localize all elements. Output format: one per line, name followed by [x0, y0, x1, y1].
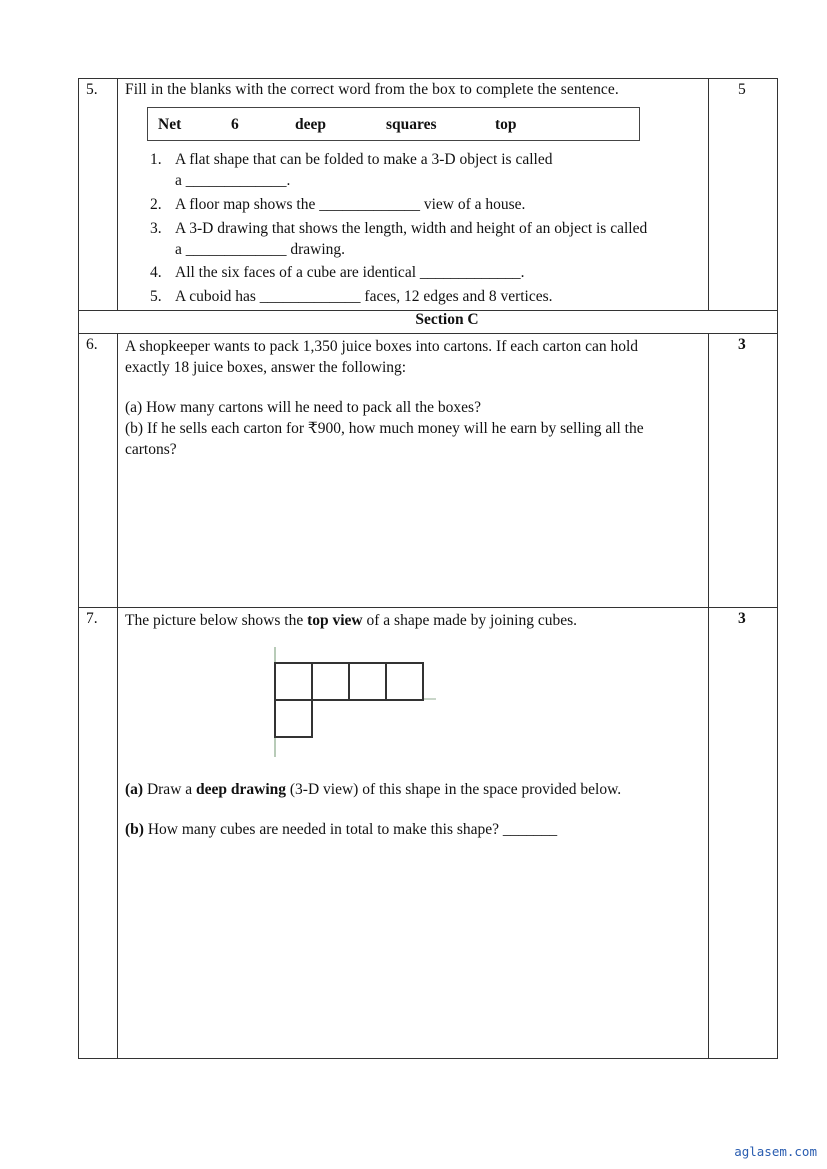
q7-a-post: (3-D view) of this shape in the space provided below. [286, 781, 622, 798]
cube-square [386, 663, 423, 700]
q7-a-bold: deep drawing [196, 781, 287, 798]
word-box-item: squares [386, 116, 437, 133]
q5-item-4 [150, 262, 525, 283]
q7-intro-pre: The picture below shows the [125, 612, 308, 629]
q7-number: 7. [86, 610, 98, 627]
table-bottom-border [78, 1058, 778, 1059]
row-divider-section [78, 333, 778, 334]
word-box-item: top [495, 116, 517, 133]
q5-item-2 [150, 194, 526, 215]
q6-marks: 3 [738, 336, 746, 353]
col-divider-2b [708, 333, 709, 1059]
q5-item-1 [150, 149, 553, 170]
q7-intro-post: of a shape made by joining cubes. [362, 612, 577, 629]
item-text: A flat shape that can be folded to make a 3-D object is called [175, 151, 553, 168]
col-divider-1b [117, 333, 118, 1059]
q5-item-3-cont: a _____________ drawing. [175, 241, 346, 258]
item-number: 4. [150, 264, 162, 281]
cube-square [275, 700, 312, 737]
q5-number: 5. [86, 81, 98, 98]
top-view-diagram [270, 645, 440, 760]
item-number: 2. [150, 196, 162, 213]
q6-text-line2: exactly 18 juice boxes, answer the following: [125, 359, 407, 376]
word-box-item: 6 [231, 116, 239, 133]
q7-b-label: (b) [125, 821, 144, 838]
col-divider-1a [117, 78, 118, 311]
q6-text-line1: A shopkeeper wants to pack 1,350 juice boxes into cartons. If each carton can hold [125, 338, 639, 355]
q7-a-pre: Draw a [143, 781, 197, 798]
item-number: 3. [150, 220, 162, 237]
cube-square [349, 663, 386, 700]
q7-intro-bold: top view [307, 612, 363, 629]
item-text: A cuboid has _____________ faces, 12 edges and 8 vertices. [175, 288, 553, 305]
table-right-border [777, 78, 778, 1059]
table-left-border [78, 78, 79, 1059]
word-box-item: Net [158, 116, 182, 133]
row-divider-q6 [78, 607, 778, 608]
q7-intro [125, 610, 577, 631]
item-number: 5. [150, 288, 162, 305]
cube-square [275, 663, 312, 700]
q7-b-text: How many cubes are needed in total to make this shape? _______ [143, 821, 558, 838]
q5-item-1-cont: a _____________. [175, 172, 291, 189]
footer-watermark: aglasem.com [734, 1144, 817, 1159]
q5-marks: 5 [738, 81, 746, 98]
q7-a-label: (a) [125, 781, 144, 798]
item-number: 1. [150, 151, 162, 168]
q7-marks: 3 [738, 610, 746, 627]
q5-item-3 [150, 218, 648, 239]
q6-part-b-line1: (b) If he sells each carton for ₹900, how much money will he earn by selling all the [125, 420, 644, 437]
q6-part-a: (a) How many cartons will he need to pack all the boxes? [125, 399, 481, 416]
q7-part-b [125, 819, 557, 840]
q5-instruction: Fill in the blanks with the correct word from the box to complete the sentence. [125, 81, 619, 98]
item-text: All the six faces of a cube are identical _____________. [175, 264, 525, 281]
cube-square [312, 663, 349, 700]
q7-part-a [125, 779, 621, 800]
section-c-heading: Section C [415, 311, 479, 328]
item-text: A floor map shows the _____________ view of a house. [175, 196, 526, 213]
word-box-item: deep [295, 116, 326, 133]
item-text: A 3-D drawing that shows the length, width and height of an object is called [175, 220, 648, 237]
q5-item-5 [150, 286, 553, 307]
q6-part-b-line2: cartons? [125, 441, 177, 458]
q6-number: 6. [86, 336, 98, 353]
col-divider-2a [708, 78, 709, 311]
